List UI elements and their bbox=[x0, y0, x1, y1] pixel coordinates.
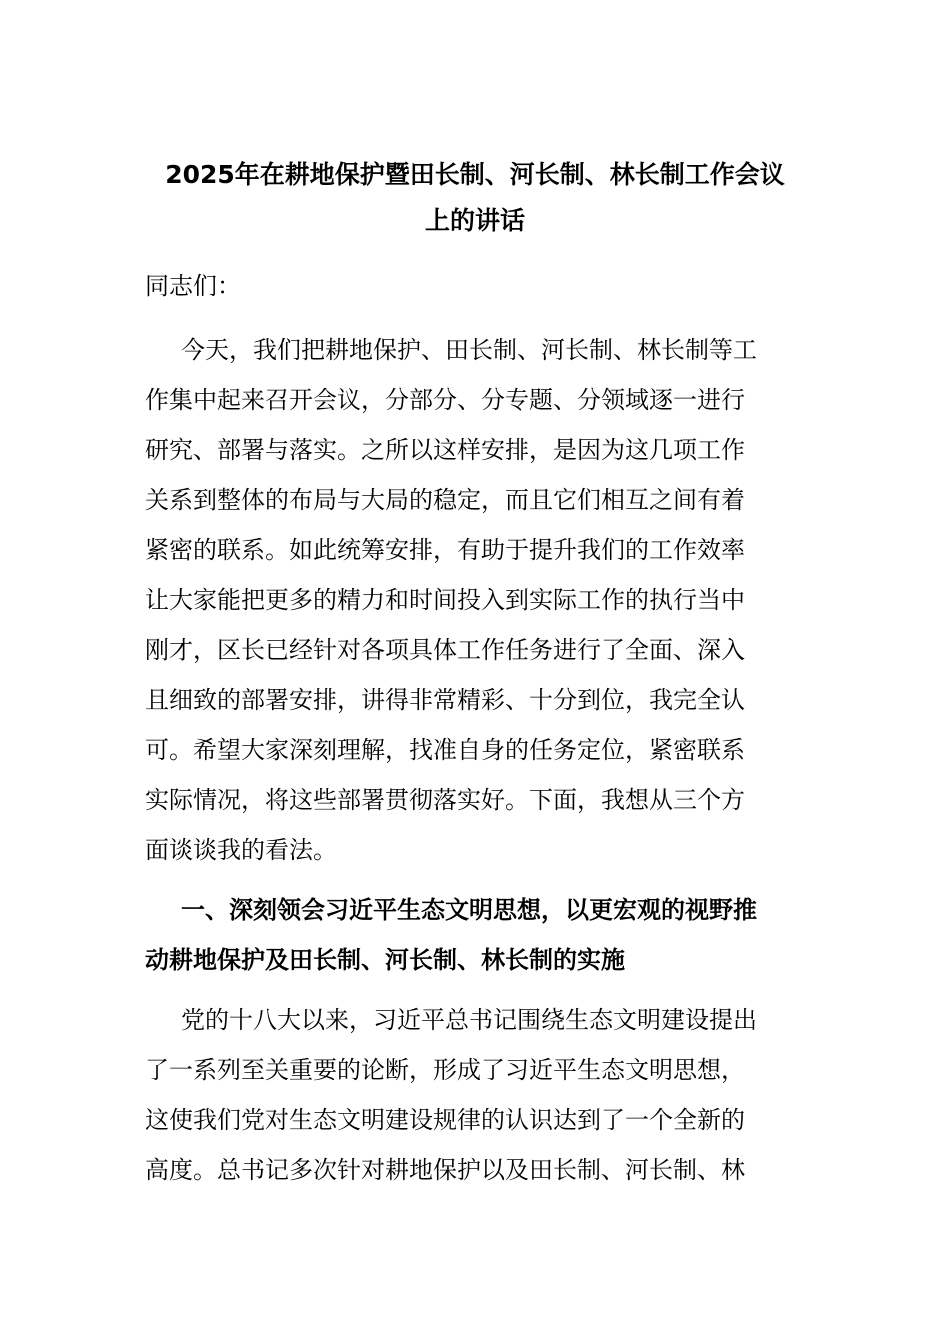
heading-line: 动耕地保护及田长制、河长制、林长制的实施 bbox=[145, 946, 625, 974]
document-title bbox=[145, 152, 805, 244]
paragraph-line: 可。希望大家深刻理解，找准自身的任务定位，紧密联系 bbox=[145, 736, 745, 764]
paragraph-line: 研究、部署与落实。之所以这样安排，是因为这几项工作 bbox=[145, 436, 745, 464]
paragraph-intro bbox=[145, 325, 807, 875]
heading-line: 一、深刻领会习近平生态文明思想，以更宏观的视野推 bbox=[181, 896, 757, 924]
paragraph-line: 党的十八大以来，习近平总书记围绕生态文明建设提出 bbox=[181, 1006, 757, 1034]
paragraph-line: 紧密的联系。如此统筹安排，有助于提升我们的工作效率 bbox=[145, 536, 745, 564]
paragraph-line: 关系到整体的布局与大局的稳定，而且它们相互之间有着 bbox=[145, 486, 745, 514]
paragraph-line: 这使我们党对生态文明建设规律的认识达到了一个全新的 bbox=[145, 1106, 745, 1134]
section-heading-1 bbox=[145, 885, 807, 985]
paragraph-line: 面谈谈我的看法。 bbox=[145, 836, 337, 864]
paragraph-line: 今天，我们把耕地保护、田长制、河长制、林长制等工 bbox=[181, 336, 757, 364]
paragraph-line: 让大家能把更多的精力和时间投入到实际工作的执行当中 bbox=[145, 586, 745, 614]
greeting: 同志们： bbox=[145, 272, 241, 300]
paragraph-line: 且细致的部署安排，讲得非常精彩、十分到位，我完全认 bbox=[145, 686, 745, 714]
paragraph-line: 作集中起来召开会议，分部分、分专题、分领域逐一进行 bbox=[145, 386, 745, 414]
title-line: 上的讲话 bbox=[424, 206, 525, 235]
paragraph-line: 刚才，区长已经针对各项具体工作任务进行了全面、深入 bbox=[145, 636, 745, 664]
title-line: 2025年在耕地保护暨田长制、河长制、林长制工作会议 bbox=[165, 160, 785, 189]
paragraph-section-1 bbox=[145, 995, 807, 1195]
paragraph-line: 实际情况，将这些部署贯彻落实好。下面，我想从三个方 bbox=[145, 786, 745, 814]
paragraph-line: 高度。总书记多次针对耕地保护以及田长制、河长制、林 bbox=[145, 1156, 745, 1184]
paragraph-line: 了一系列至关重要的论断，形成了习近平生态文明思想， bbox=[145, 1056, 745, 1084]
